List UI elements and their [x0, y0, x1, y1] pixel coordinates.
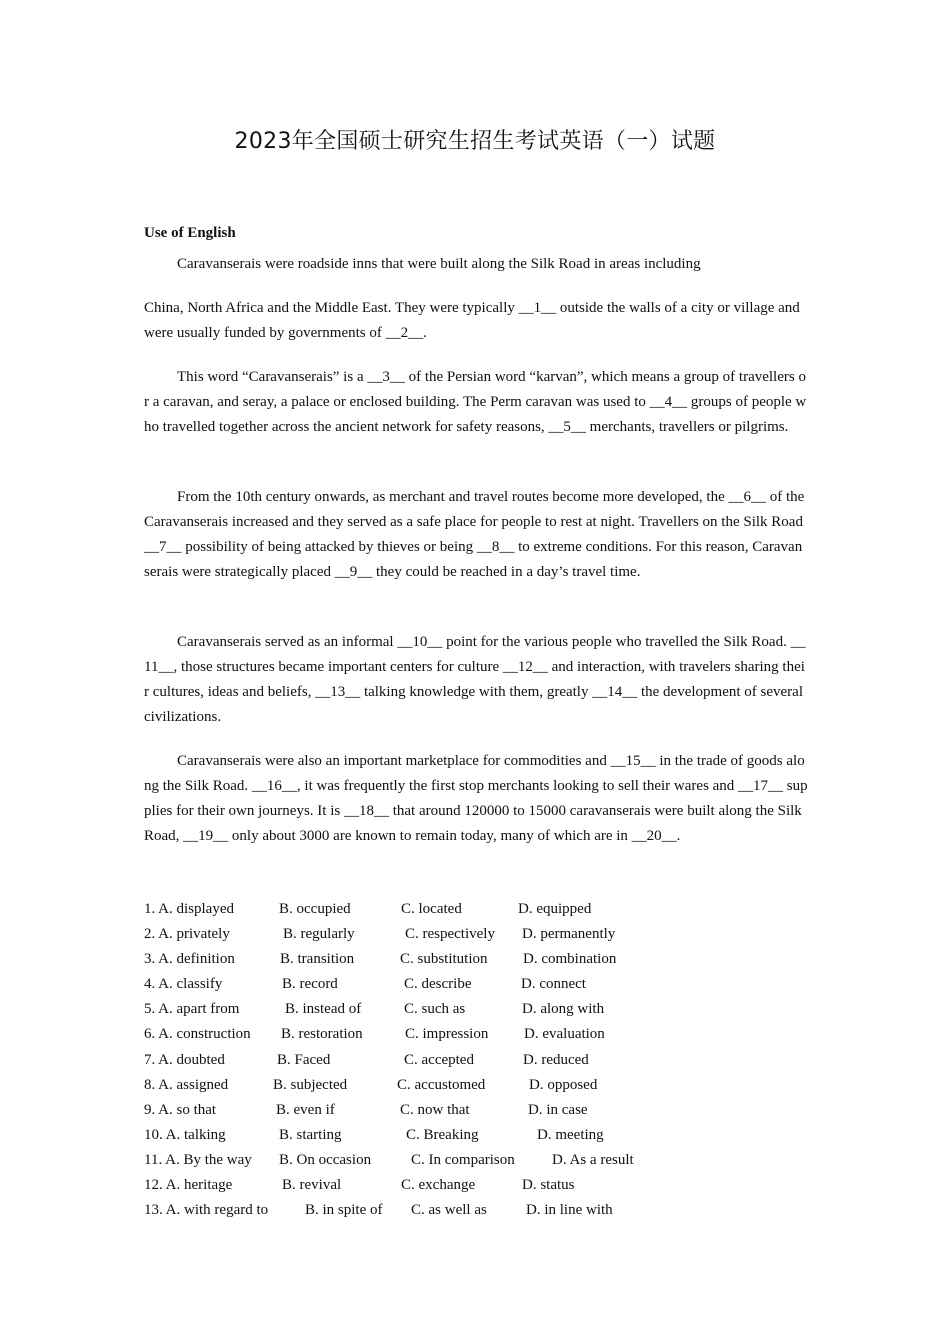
option-d: D. combination [523, 951, 617, 968]
paragraph-4: Caravanserais served as an informal __10__ point for the various people who travelled the Silk Road. __11__, those structures became important centers for culture __12__ and interaction, with travelers sharing their cultures, ideas and beliefs, __13__ talking knowledge with them, greatly __14__ the development of several civilizations. [144, 634, 806, 725]
paragraph-first-line: Caravanserais were roadside inns that were built along the Silk Road in areas including [177, 256, 701, 272]
option-d: D. in case [528, 1101, 588, 1118]
page-title: 2023年全国硕士研究生招生考试英语（一）试题 [234, 129, 716, 154]
option-d: D. in line with [526, 1202, 613, 1219]
option-b: B. record [282, 976, 338, 993]
paragraph-2: This word “Caravanserais” is a __3__ of the Persian word “karvan”, which means a group of travellers or a caravan, and seray, a palace or enclosed building. The Perm caravan was used to __4__ groups of people who travelled together across the ancient network for safety reasons, __5__ merchants, travellers or pilgrims. [144, 369, 807, 435]
option-b: B. even if [276, 1101, 335, 1118]
option-a: 11. A. By the way [144, 1151, 252, 1168]
option-c: C. respectively [405, 926, 495, 943]
option-b: B. occupied [279, 901, 351, 917]
option-d: D. equipped [518, 901, 592, 917]
option-c: C. describe [404, 976, 472, 993]
option-c: C. In comparison [411, 1151, 515, 1168]
option-a: 10. A. talking [144, 1126, 226, 1143]
option-a: 12. A. heritage [144, 1177, 233, 1194]
option-d: D. connect [521, 976, 586, 993]
option-a: 4. A. classify [144, 976, 223, 993]
option-a: 2. A. privately [144, 926, 230, 943]
option-c: C. located [401, 901, 462, 917]
option-a: 3. A. definition [144, 951, 235, 968]
option-d: D. meeting [537, 1126, 604, 1143]
section-heading: Use of English [144, 225, 236, 241]
option-b: B. regularly [283, 926, 355, 943]
option-a: 9. A. so that [144, 1101, 217, 1118]
option-d: D. along with [522, 1001, 605, 1018]
option-c: C. as well as [411, 1202, 487, 1219]
option-d: D. As a result [552, 1151, 634, 1168]
option-d: D. evaluation [524, 1026, 605, 1043]
option-b: B. Faced [277, 1051, 331, 1068]
option-b: B. in spite of [305, 1202, 383, 1219]
option-d: D. reduced [523, 1051, 589, 1068]
option-b: B. instead of [285, 1001, 362, 1018]
option-d: D. opposed [529, 1076, 598, 1093]
option-a: 5. A. apart from [144, 1001, 240, 1018]
option-c: C. accepted [404, 1051, 474, 1068]
option-b: B. restoration [281, 1026, 363, 1043]
option-c: C. such as [404, 1001, 466, 1018]
option-d: D. status [522, 1177, 575, 1194]
option-c: C. substitution [400, 951, 488, 968]
option-a: 7. A. doubted [144, 1051, 225, 1068]
option-a: 8. A. assigned [144, 1076, 229, 1093]
paragraph-1: China, North Africa and the Middle East. They were typically __1__ outside the walls of a city or village and were usually funded by governments of __2__. [144, 300, 800, 341]
paragraph-5: Caravanserais were also an important marketplace for commodities and __15__ in the trade of goods along the Silk Road. __16__, it was frequently the first stop merchants looking to sell their wares and __17__ supplies for their own journeys. It is __18__ that around 120000 to 15000 caravanserais were built along the Silk Road, __19__ only about 3000 are known to remain today, many of which are in __20__. [144, 753, 808, 844]
option-b: B. starting [279, 1126, 342, 1143]
option-c: C. exchange [401, 1177, 476, 1194]
option-a: 13. A. with regard to [144, 1202, 269, 1219]
option-d: D. permanently [522, 926, 616, 943]
option-a: 1. A. displayed [144, 901, 234, 917]
option-c: C. impression [405, 1026, 489, 1043]
option-c: C. now that [400, 1101, 470, 1118]
option-b: B. On occasion [279, 1151, 372, 1168]
paragraph-3: From the 10th century onwards, as merchant and travel routes become more developed, the __6__ of the Caravanserais increased and they served as a safe place for people to rest at night. Travellers on the Silk Road __7__ possibility of being attacked by thieves or being __8__ to extreme conditions. For this reason, Caravanserais were strategically placed __9__ they could be reached in a day’s travel time. [144, 489, 805, 580]
option-b: B. revival [282, 1177, 342, 1194]
option-b: B. subjected [273, 1076, 348, 1093]
option-a: 6. A. construction [144, 1026, 251, 1043]
option-b: B. transition [280, 951, 355, 968]
option-c: C. Breaking [406, 1126, 479, 1143]
option-c: C. accustomed [397, 1076, 486, 1093]
